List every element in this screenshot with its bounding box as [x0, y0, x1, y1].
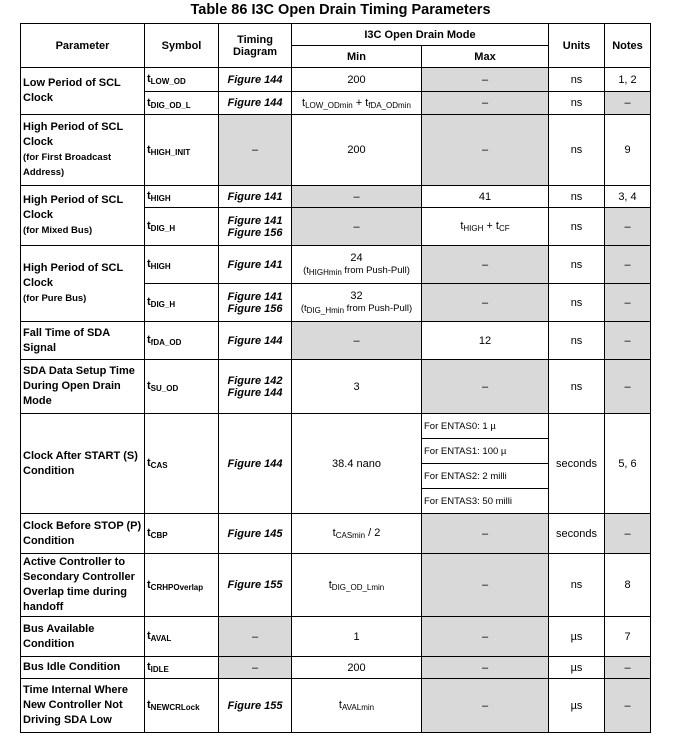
units-cell: ns — [549, 208, 605, 246]
notes-cell: – — [605, 208, 651, 246]
units-cell: seconds — [549, 514, 605, 554]
table-row — [21, 514, 651, 554]
timing-diagram-cell: Figure 155 — [219, 679, 292, 733]
notes-cell: – — [605, 92, 651, 115]
units-cell: µs — [549, 617, 605, 657]
timing-diagram-cell: – — [219, 115, 292, 186]
timing-diagram-cell: Figure 144 — [219, 68, 292, 92]
symbol-cell: $t_{SU\_OD}$ — [145, 360, 219, 414]
entas-list — [422, 414, 548, 513]
table-row — [21, 360, 651, 414]
min-cell: 24 ($t_{HIGHmin}$ from Push-Pull) — [292, 246, 422, 284]
min-cell: 200 — [292, 657, 422, 679]
header-timing-diagram: Timing Diagram — [219, 24, 292, 68]
units-cell: ns — [549, 115, 605, 186]
param-active-controller: Active Controller to Secondary Controller Overlap time during handoff — [21, 554, 145, 617]
timing-table — [20, 23, 651, 733]
min-cell: – — [292, 208, 422, 246]
notes-cell: – — [605, 284, 651, 322]
max-cell: $t_{HIGH} + t_{CF}$ — [422, 208, 549, 246]
timing-diagram-cell: Figure 155 — [219, 554, 292, 617]
symbol-cell: $t_{HIGH}$ — [145, 246, 219, 284]
notes-cell: – — [605, 679, 651, 733]
max-cell: 12 — [422, 322, 549, 360]
timing-diagram-cell: Figure 144 — [219, 322, 292, 360]
max-cell: – — [422, 115, 549, 186]
param-bus-idle: Bus Idle Condition — [21, 657, 145, 679]
timing-diagram-cell: – — [219, 617, 292, 657]
symbol-cell: $t_{DIG\_H}$ — [145, 208, 219, 246]
symbol-cell: $t_{DIG\_OD\_L}$ — [145, 92, 219, 115]
units-cell: µs — [549, 679, 605, 733]
param-high-period-broadcast: High Period of SCL Clock (for First Broadcast Address) — [21, 115, 145, 186]
symbol-cell: $t_{fDA\_OD}$ — [145, 322, 219, 360]
max-cell: – — [422, 554, 549, 617]
max-cell: – — [422, 679, 549, 733]
max-cell: 41 — [422, 186, 549, 208]
units-cell: ns — [549, 284, 605, 322]
param-sda-setup: SDA Data Setup Time During Open Drain Mode — [21, 360, 145, 414]
notes-cell: 8 — [605, 554, 651, 617]
param-high-period-pure: High Period of SCL Clock (for Pure Bus) — [21, 246, 145, 322]
units-cell: ns — [549, 186, 605, 208]
table-row — [21, 115, 651, 186]
notes-cell: – — [605, 657, 651, 679]
notes-cell: – — [605, 360, 651, 414]
units-cell: ns — [549, 322, 605, 360]
param-clock-after-start: Clock After START (S) Condition — [21, 414, 145, 514]
table-row — [21, 186, 651, 208]
min-cell: – — [292, 186, 422, 208]
param-bus-available: Bus Available Condition — [21, 617, 145, 657]
max-cell: – — [422, 617, 549, 657]
param-time-internal: Time Internal Where New Controller Not Driving SDA Low — [21, 679, 145, 733]
param-low-period: Low Period of SCL Clock — [21, 68, 145, 115]
table-title: Table 86 I3C Open Drain Timing Parameters — [190, 2, 491, 18]
symbol-cell: $t_{IDLE}$ — [145, 657, 219, 679]
symbol-cell: $t_{DIG\_H}$ — [145, 284, 219, 322]
table-row — [21, 246, 651, 284]
table-row — [21, 68, 651, 92]
symbol-cell: $t_{HIGH\_INIT}$ — [145, 115, 219, 186]
notes-cell: – — [605, 322, 651, 360]
units-cell: ns — [549, 68, 605, 92]
notes-cell: 7 — [605, 617, 651, 657]
table-row — [21, 657, 651, 679]
min-cell: 32 ($t_{DIG\_Hmin}$ from Push-Pull) — [292, 284, 422, 322]
notes-cell: 5, 6 — [605, 414, 651, 514]
max-cell: – — [422, 284, 549, 322]
symbol-cell: $t_{CRHPOverlap}$ — [145, 554, 219, 617]
table-row — [21, 554, 651, 617]
max-cell: – — [422, 92, 549, 115]
list-item: For ENTAS0: 1 µ — [422, 414, 548, 439]
units-cell: ns — [549, 92, 605, 115]
header-parameter: Parameter — [21, 24, 145, 68]
header-symbol: Symbol — [145, 24, 219, 68]
symbol-cell: $t_{NEWCRLock}$ — [145, 679, 219, 733]
list-item: For ENTAS1: 100 µ — [422, 439, 548, 464]
min-cell: 200 — [292, 68, 422, 92]
max-cell: – — [422, 246, 549, 284]
param-clock-before-stop: Clock Before STOP (P) Condition — [21, 514, 145, 554]
header-units: Units — [549, 24, 605, 68]
units-cell: ns — [549, 360, 605, 414]
notes-cell: 1, 2 — [605, 68, 651, 92]
min-cell: $t_{AVALmin}$ — [292, 679, 422, 733]
min-cell: – — [292, 322, 422, 360]
max-cell: – — [422, 68, 549, 92]
min-cell: 1 — [292, 617, 422, 657]
timing-diagram-cell: Figure 141 Figure 156 — [219, 208, 292, 246]
list-item: For ENTAS2: 2 milli — [422, 464, 548, 489]
timing-diagram-cell: Figure 144 — [219, 92, 292, 115]
timing-diagram-cell: – — [219, 657, 292, 679]
notes-cell: 9 — [605, 115, 651, 186]
min-cell: $t_{CASmin} / 2$ — [292, 514, 422, 554]
header-notes: Notes — [605, 24, 651, 68]
symbol-cell: $t_{LOW\_OD}$ — [145, 68, 219, 92]
header-mode: I3C Open Drain Mode — [292, 24, 549, 46]
timing-diagram-cell: Figure 142 Figure 144 — [219, 360, 292, 414]
table-row — [21, 414, 651, 514]
symbol-cell: $t_{CAS}$ — [145, 414, 219, 514]
timing-diagram-cell: Figure 141 — [219, 246, 292, 284]
max-cell: – — [422, 360, 549, 414]
notes-cell: – — [605, 246, 651, 284]
units-cell: seconds — [549, 414, 605, 514]
symbol-cell: $t_{CBP}$ — [145, 514, 219, 554]
max-cell: – — [422, 657, 549, 679]
table-row — [21, 617, 651, 657]
header-min: Min — [292, 46, 422, 68]
symbol-cell: $t_{AVAL}$ — [145, 617, 219, 657]
min-cell: 200 — [292, 115, 422, 186]
max-cell: – — [422, 514, 549, 554]
table-row — [21, 679, 651, 733]
timing-diagram-cell: Figure 145 — [219, 514, 292, 554]
list-item: For ENTAS3: 50 milli — [424, 495, 512, 507]
units-cell: ns — [549, 554, 605, 617]
timing-diagram-cell: Figure 144 — [219, 414, 292, 514]
symbol-cell: $t_{HIGH}$ — [145, 186, 219, 208]
notes-cell: – — [605, 514, 651, 554]
param-high-period-mixed: High Period of SCL Clock (for Mixed Bus) — [21, 186, 145, 246]
units-cell: µs — [549, 657, 605, 679]
min-cell: $t_{LOW\_ODmin} + t_{fDA\_ODmin}$ — [292, 92, 422, 115]
min-cell: 38.4 nano — [292, 414, 422, 514]
timing-diagram-cell: Figure 141 — [219, 186, 292, 208]
timing-diagram-cell: Figure 141 Figure 156 — [219, 284, 292, 322]
max-cell — [422, 414, 549, 514]
min-cell: 3 — [292, 360, 422, 414]
header-max: Max — [422, 46, 549, 68]
param-fall-time: Fall Time of SDA Signal — [21, 322, 145, 360]
units-cell: ns — [549, 246, 605, 284]
notes-cell: 3, 4 — [605, 186, 651, 208]
min-cell: $t_{DIG\_OD\_Lmin}$ — [292, 554, 422, 617]
table-row — [21, 322, 651, 360]
